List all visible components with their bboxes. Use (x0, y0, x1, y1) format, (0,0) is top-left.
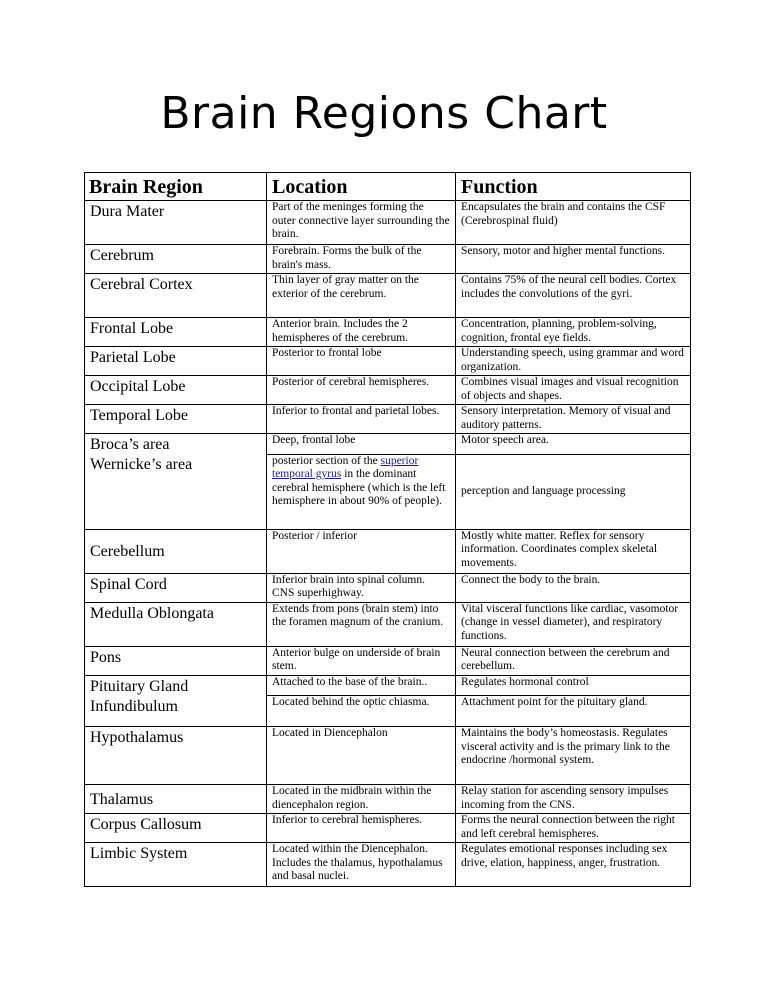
table-row (85, 376, 691, 405)
location-cell: Located in the midbrain within the diencephalon region. (267, 785, 456, 814)
table-row (85, 274, 691, 318)
location-cell: Located behind the optic chiasma. (267, 696, 456, 727)
function-cell: Relay station for ascending sensory impulses incoming from the CNS. (456, 785, 691, 814)
function-cell: Connect the body to the brain. (456, 573, 691, 602)
table-row (85, 529, 691, 573)
region-cell: Broca’s area (85, 434, 267, 455)
table-row (85, 814, 691, 843)
region-cell: Cerebral Cortex (85, 274, 267, 318)
location-cell: Thin layer of gray matter on the exterior of the cerebrum. (267, 274, 456, 318)
function-cell: Concentration, planning, problem-solving, cognition, frontal eye fields. (456, 318, 691, 347)
table-row (85, 696, 691, 727)
region-cell: Infundibulum (85, 696, 267, 727)
table-row (85, 843, 691, 887)
function-cell: Understanding speech, using grammar and word organization. (456, 347, 691, 376)
location-cell: Located in Diencephalon (267, 727, 456, 785)
region-cell: Medulla Oblongata (85, 602, 267, 646)
location-text-start: posterior section of the (272, 454, 381, 467)
location-text-end: in the dominant cerebral hemisphere (which is the left hemisphere in about 90% of people). (272, 468, 446, 508)
region-cell: Cerebellum (85, 529, 267, 573)
function-cell: Contains 75% of the neural cell bodies. Cortex includes the convolutions of the gyri. (456, 274, 691, 318)
location-cell: Attached to the base of the brain.. (267, 675, 456, 696)
table-row (85, 245, 691, 274)
function-cell: Neural connection between the cerebrum and cerebellum. (456, 646, 691, 675)
region-cell: Cerebrum (85, 245, 267, 274)
table-row (85, 785, 691, 814)
region-cell: Temporal Lobe (85, 405, 267, 434)
region-cell: Occipital Lobe (85, 376, 267, 405)
region-cell: Frontal Lobe (85, 318, 267, 347)
function-cell: Forms the neural connection between the right and left cerebral hemispheres. (456, 814, 691, 843)
region-cell: Limbic System (85, 843, 267, 887)
region-cell: Corpus Callosum (85, 814, 267, 843)
page-title: Brain Regions Chart (160, 88, 608, 139)
table-row (85, 318, 691, 347)
function-cell: Sensory, motor and higher mental functions. (456, 245, 691, 274)
function-cell: Mostly white matter. Reflex for sensory information. Coordinates complex skeletal movements. (456, 529, 691, 573)
function-cell: Encapsulates the brain and contains the CSF (Cerebrospinal fluid) (456, 201, 691, 245)
function-cell (456, 454, 691, 529)
function-cell: Vital visceral functions like cardiac, vasomotor (change in vessel diameter), and respiratory functions. (456, 602, 691, 646)
table-row (85, 405, 691, 434)
function-cell: Attachment point for the pituitary gland. (456, 696, 691, 727)
function-cell: Maintains the body’s homeostasis. Regulates visceral activity and is the primary link to the endocrine /hormonal system. (456, 727, 691, 785)
location-cell: Located within the Diencephalon. Includes the thalamus, hypothalamus and basal nuclei. (267, 843, 456, 887)
table-row (85, 201, 691, 245)
table-row (85, 727, 691, 785)
location-cell: Deep, frontal lobe (267, 434, 456, 455)
function-cell: Sensory interpretation. Memory of visual and auditory patterns. (456, 405, 691, 434)
location-cell: Posterior / inferior (267, 529, 456, 573)
function-cell: Motor speech area. (456, 434, 691, 455)
table-row (85, 434, 691, 455)
superior-temporal-gyrus-link[interactable]: superior temporal gyrus (272, 454, 419, 481)
table-row (85, 454, 691, 529)
brain-regions-table (84, 172, 691, 887)
region-cell: Parietal Lobe (85, 347, 267, 376)
location-cell: Extends from pons (brain stem) into the foramen magnum of the cranium. (267, 602, 456, 646)
column-header-function: Function (456, 173, 691, 201)
region-cell: Wernicke’s area (85, 454, 267, 529)
function-cell: Combines visual images and visual recognition of objects and shapes. (456, 376, 691, 405)
region-cell: Thalamus (85, 785, 267, 814)
table-row (85, 675, 691, 696)
location-cell: Part of the meninges forming the outer connective layer surrounding the brain. (267, 201, 456, 245)
function-cell: Regulates hormonal control (456, 675, 691, 696)
table-row (85, 602, 691, 646)
location-cell: Posterior of cerebral hemispheres. (267, 376, 456, 405)
region-cell: Pons (85, 646, 267, 675)
location-cell (267, 454, 456, 529)
location-cell: Forebrain. Forms the bulk of the brain's mass. (267, 245, 456, 274)
function-cell: Regulates emotional responses including sex drive, elation, happiness, anger, frustration. (456, 843, 691, 887)
table-header-row (85, 173, 691, 201)
column-header-region: Brain Region (85, 173, 267, 201)
region-cell: Pituitary Gland (85, 675, 267, 696)
table-row (85, 573, 691, 602)
location-cell: Inferior to cerebral hemispheres. (267, 814, 456, 843)
column-header-location: Location (267, 173, 456, 201)
location-cell: Posterior to frontal lobe (267, 347, 456, 376)
function-text: perception and language processing (461, 484, 626, 497)
location-cell: Inferior to frontal and parietal lobes. (267, 405, 456, 434)
region-cell: Spinal Cord (85, 573, 267, 602)
location-cell: Inferior brain into spinal column. CNS superhighway. (267, 573, 456, 602)
table-row (85, 347, 691, 376)
location-cell: Anterior brain. Includes the 2 hemispheres of the cerebrum. (267, 318, 456, 347)
table-row (85, 646, 691, 675)
location-cell: Anterior bulge on underside of brain stem. (267, 646, 456, 675)
region-cell: Hypothalamus (85, 727, 267, 785)
region-cell: Dura Mater (85, 201, 267, 245)
